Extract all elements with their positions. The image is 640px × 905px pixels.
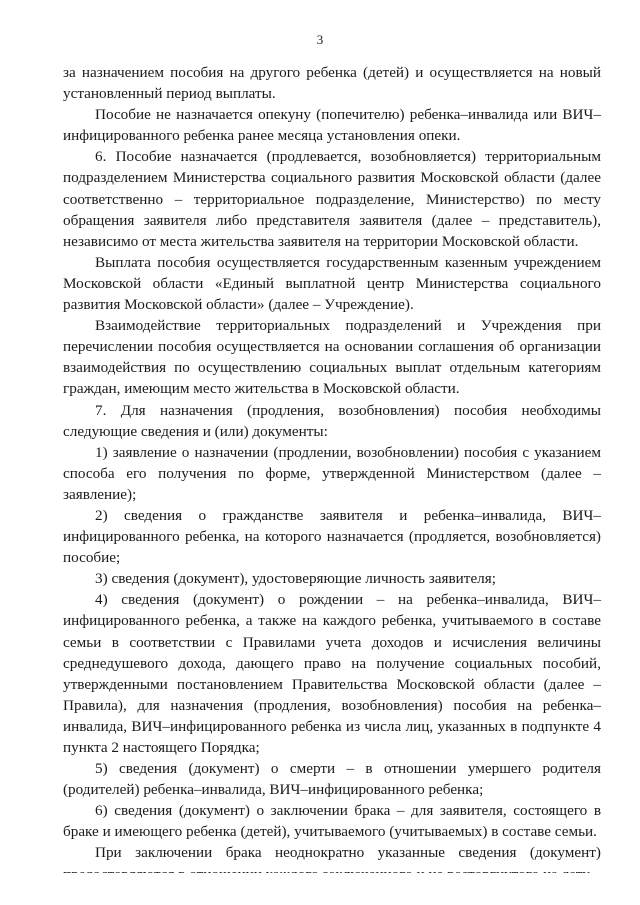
page-bottom-margin (0, 873, 640, 905)
paragraph: 7. Для назначения (продления, возобновления) пособия необходимы следующие сведения и (или) документы: (63, 401, 601, 440)
list-item: 6) сведения (документ) о заключении брака – для заявителя, состоящего в браке и имеющего ребенка (детей), учитываемого (учитываемых) в составе семьи. (63, 802, 601, 841)
list-item: 4) сведения (документ) о рождении – на ребенка–инвалида, ВИЧ–инфицированного ребенка, а также на каждого ребенка, учитываемого в составе семьи в соответствии с Правилами учета доходов и исчисления величины среднедушевого дохода, дающего право на получение социальных пособий, утвержденными постановлением Правительства Московской области (далее – Правила), для назначения (продления, возобновления) пособия на ребенка–инвалида, ВИЧ–инфицированного ребенка из числа лиц, указанных в подпункте 4 пункта 2 настоящего Порядка; (63, 591, 601, 756)
paragraph: Выплата пособия осуществляется государственным казенным учреждением Московской области «Единый выплатной центр Министерства социального развития Московской области» (далее – Учреждение). (63, 253, 601, 314)
page-number: 3 (316, 32, 324, 47)
paragraph: Пособие не назначается опекуну (попечителю) ребенка–инвалида или ВИЧ–инфицированного ребенка ранее месяца установления опеки. (63, 106, 601, 145)
paragraph: При заключении брака неоднократно указанные сведения (документ) (95, 844, 601, 862)
list-item: 1) заявление о назначении (продлении, возобновлении) пособия с указанием способа его получения по форме, утвержденной Министерством (далее – заявление); (63, 443, 601, 503)
list-item: 5) сведения (документ) о смерти – в отношении умершего родителя (родителей) ребенка–инвалида, ВИЧ–инфицированного ребенка; (63, 760, 601, 799)
paragraph: за назначением пособия на другого ребенка (детей) и осуществляется на новый установленный период выплаты. (63, 64, 601, 103)
paragraph: Взаимодействие территориальных подразделений и Учреждения при перечислении пособия осуществляется на основании соглашения об организации взаимодействия по осуществлению социальных выплат отдельным категориям граждан, имеющим место жительства в Московской области. (63, 317, 601, 398)
list-item: 3) сведения (документ), удостоверяющие личность заявителя; (95, 570, 496, 588)
list-item: 2) сведения о гражданстве заявителя и ребенка–инвалида, ВИЧ–инфицированного ребенка, на которого назначается (продляется, возобновляется) пособие; (63, 506, 601, 567)
paragraph: 6. Пособие назначается (продлевается, возобновляется) территориальным подразделением Министерства социального развития Московской области (далее соответственно – территориальное подразделение, Министерство) по месту обращения заявителя либо представителя заявителя (далее – представитель), независимо от места жительства заявителя на территории Московской области. (63, 148, 601, 250)
document-body (63, 62, 601, 885)
